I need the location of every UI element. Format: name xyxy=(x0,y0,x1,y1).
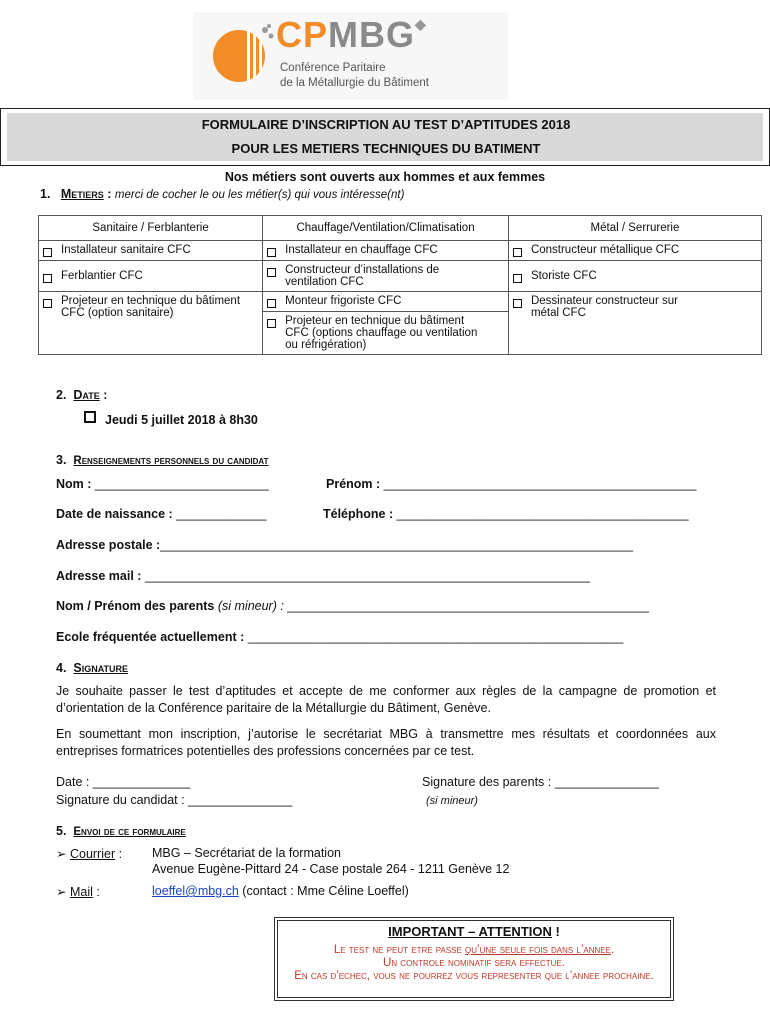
list-item[interactable]: Projeteur en technique du bâtiment CFC (options chauffage ou ventilation ou réfrigération) xyxy=(267,315,504,351)
mail-contact: loeffel@mbg.ch (contact : Mme Céline Loeffel) xyxy=(152,884,409,898)
checkbox[interactable] xyxy=(43,248,52,257)
ecole-field[interactable]: Ecole fréquentée actuellement : ______________________________________________________ xyxy=(56,630,624,644)
si-mineur-note: (si mineur) xyxy=(426,795,478,807)
table-row xyxy=(39,292,762,312)
checkbox[interactable] xyxy=(43,274,52,283)
courrier-line1: MBG – Secrétariat de la formation xyxy=(152,846,341,860)
courrier-label: ➢ Courrier : xyxy=(56,847,123,861)
table-row xyxy=(39,241,762,261)
logo-subtitle-2: de la Métallurgie du Bâtiment xyxy=(280,77,429,89)
list-item[interactable]: Constructeur d’installations de ventilation CFC xyxy=(267,264,504,288)
important-title: IMPORTANT – ATTENTION ! xyxy=(388,924,560,939)
section3-heading: 3. Renseignements personnels du candidat xyxy=(56,453,269,467)
important-line1: Le test ne peut etre passe qu’une seule fois dans l’annee. xyxy=(333,944,615,956)
table-cell xyxy=(263,312,509,355)
arrow-bullet-icon: ➢ xyxy=(56,847,67,861)
section4-heading: 4. Signature xyxy=(56,661,129,675)
logo-subtitle-1: Conférence Paritaire xyxy=(280,62,386,74)
parents-field[interactable]: Nom / Prénom des parents (si mineur) : ____________________________________________________ xyxy=(56,599,649,613)
title-box xyxy=(0,108,770,166)
courrier-line2: Avenue Eugène-Pittard 24 - Case postale 264 - 1211 Genève 12 xyxy=(152,862,510,876)
diamond-icon: ◆ xyxy=(415,16,427,32)
telephone-field[interactable]: Téléphone : __________________________________________ xyxy=(323,507,689,521)
list-item[interactable]: Ferblantier CFC xyxy=(43,270,258,283)
logo-disc-icon xyxy=(203,16,283,96)
checkbox[interactable] xyxy=(267,299,276,308)
prenom-field[interactable]: Prénom : _____________________________________________ xyxy=(326,477,697,491)
list-item[interactable]: Storiste CFC xyxy=(513,270,757,283)
header-sanitaire: Sanitaire / Ferblanterie xyxy=(39,216,263,241)
checkbox[interactable] xyxy=(43,299,52,308)
adresse-field[interactable]: Adresse postale :____________________________________________________________________ xyxy=(56,538,633,552)
date-signature-field[interactable]: Date : ______________ xyxy=(56,775,191,789)
nom-field[interactable]: Nom : _________________________ xyxy=(56,477,269,491)
table-cell xyxy=(263,261,509,292)
table-cell xyxy=(39,292,263,355)
list-item[interactable]: Constructeur métallique CFC xyxy=(513,244,757,257)
intro-text: Nos métiers sont ouverts aux hommes et aux femmes xyxy=(224,170,546,184)
table-header-row xyxy=(39,216,762,241)
metiers-table xyxy=(38,215,762,355)
checkbox[interactable] xyxy=(513,274,522,283)
arrow-bullet-icon: ➢ xyxy=(56,885,67,899)
list-item[interactable]: Installateur sanitaire CFC xyxy=(43,244,258,257)
header-chauffage: Chauffage/Ventilation/Climatisation xyxy=(263,216,509,241)
table-cell xyxy=(508,241,761,261)
mail-label: ➢ Mail : xyxy=(56,885,100,899)
table-cell xyxy=(508,261,761,292)
table-cell xyxy=(508,292,761,355)
list-item[interactable]: Projeteur en technique du bâtiment CFC (option sanitaire) xyxy=(43,295,258,319)
email-link[interactable]: loeffel@mbg.ch xyxy=(152,884,239,898)
list-item[interactable]: Dessinateur constructeur sur métal CFC xyxy=(513,295,757,319)
form-title-line2: POUR LES METIERS TECHNIQUES DU BATIMENT xyxy=(231,141,541,156)
list-item[interactable]: Installateur en chauffage CFC xyxy=(267,244,504,257)
section2-heading: 2. Date : xyxy=(56,388,108,402)
checkbox[interactable] xyxy=(84,411,96,423)
signature-paragraph-2: En soumettant mon inscription, j’autorise le secrétariat MBG à transmettre mes résultats et coordonnées aux entreprises formatrices potentielles des professions concernées par ce test. xyxy=(56,727,716,758)
header-metal: Métal / Serrurerie xyxy=(508,216,761,241)
form-title-line1: FORMULAIRE D’INSCRIPTION AU TEST D’APTITUDES 2018 xyxy=(201,117,571,132)
table-row xyxy=(39,261,762,292)
mail-field[interactable]: Adresse mail : ________________________________________________________________ xyxy=(56,569,590,583)
logo-wordmark: CPMBG◆ xyxy=(276,14,427,55)
date-option[interactable]: Jeudi 5 juillet 2018 à 8h30 xyxy=(84,411,258,427)
signature-parents-field[interactable]: Signature des parents : _______________ xyxy=(422,775,659,789)
list-item[interactable]: Monteur frigoriste CFC xyxy=(267,295,504,308)
table-cell xyxy=(263,241,509,261)
important-line2: Un controle nominatif sera effectue. xyxy=(383,957,565,969)
checkbox[interactable] xyxy=(267,319,276,328)
signature-paragraph-1: Je souhaite passer le test d’aptitudes et accepte de me conformer aux règles de la campagne de promotion et d’orientation de la Conférence paritaire de la Métallurgie du Bâtiment, Genève. xyxy=(56,684,716,715)
table-cell xyxy=(39,261,263,292)
table-cell xyxy=(263,292,509,312)
checkbox[interactable] xyxy=(267,248,276,257)
table-cell xyxy=(39,241,263,261)
signature-candidat-field[interactable]: Signature du candidat : _______________ xyxy=(56,793,293,807)
checkbox[interactable] xyxy=(513,248,522,257)
section1-heading: 1. Metiers : merci de cocher le ou les métier(s) qui vous intéresse(nt) xyxy=(40,187,405,201)
checkbox[interactable] xyxy=(513,299,522,308)
naissance-field[interactable]: Date de naissance : _____________ xyxy=(56,507,267,521)
checkbox[interactable] xyxy=(267,268,276,277)
section5-heading: 5. Envoi de ce formulaire xyxy=(56,824,186,838)
important-box xyxy=(277,920,671,998)
important-line3: En cas d’echec, vous ne pourrez vous representer que l’annee prochaine. xyxy=(294,970,654,982)
